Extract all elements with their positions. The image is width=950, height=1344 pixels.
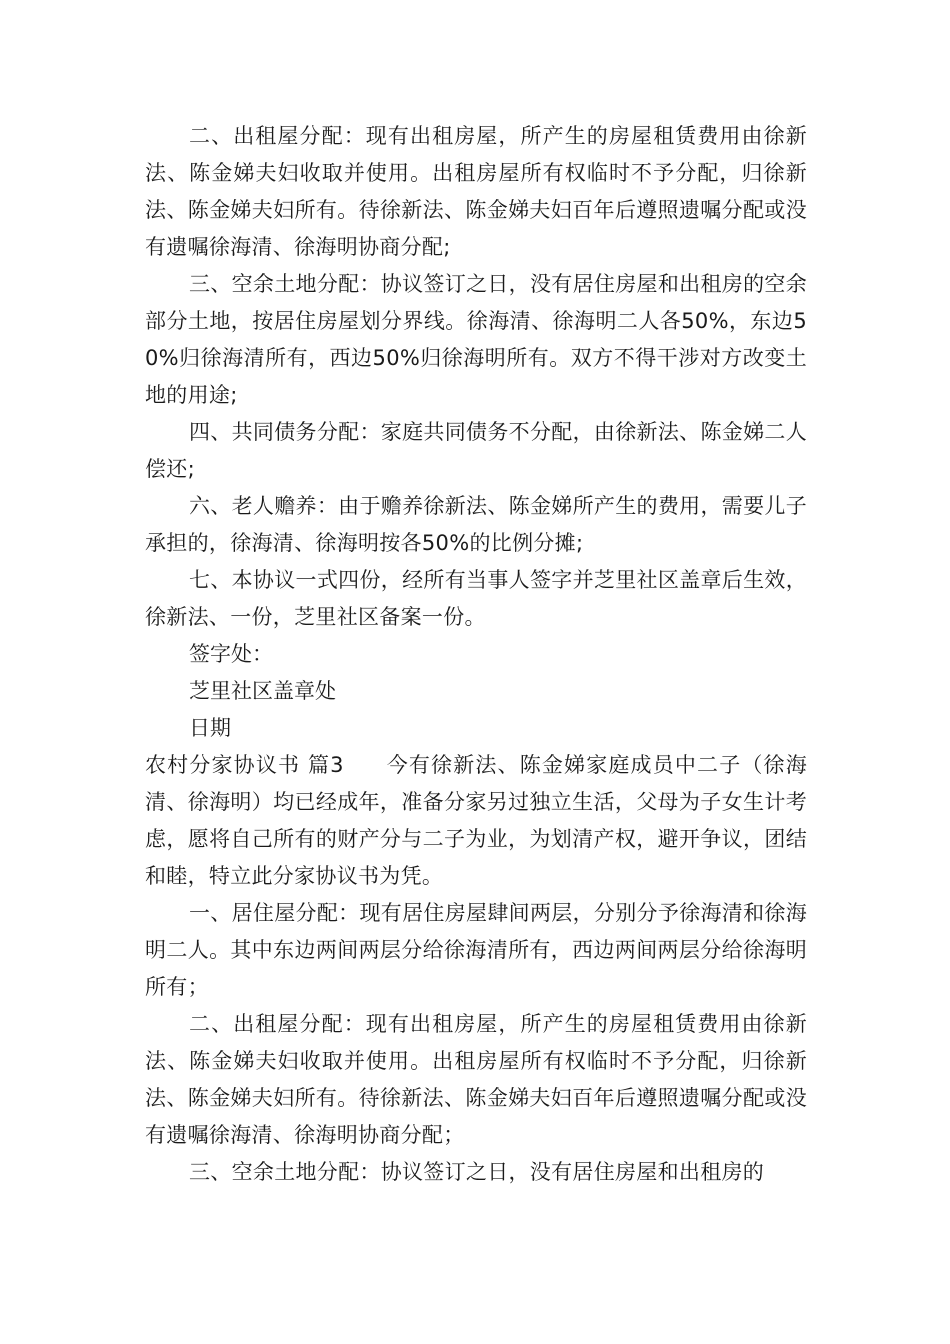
clause-common-debt: 四、共同债务分配：家庭共同债务不分配，由徐新法、陈金娣二人偿还; bbox=[145, 420, 807, 481]
clause-rental-house: 二、出租屋分配：现有出租房屋，所产生的房屋租赁费用由徐新法、陈金娣夫妇收取并使用。出租房屋所有权临时不予分配，归徐新法、陈金娣夫妇所有。待徐新法、陈金娣夫妇百年后遵照遗嘱分配或没有遗嘱徐海清、徐海明协商分配; bbox=[145, 124, 807, 259]
document-page bbox=[145, 118, 807, 1191]
section3-intro: 今有徐新法、陈金娣家庭成员中二子（徐海清、徐海明）均已经成年，准备分家另过独立生活，父母为子女生计考虑，愿将自己所有的财产分与二子为业，为划清产权，避开争议，团结和睦，特立此分家协议书为凭。 bbox=[145, 753, 807, 888]
signature-label: 签字处： bbox=[189, 642, 273, 666]
stamp-label: 芝里社区盖章处 bbox=[189, 679, 336, 703]
clause-elder-support: 六、老人赡养：由于赡养徐新法、陈金娣所产生的费用，需要儿子承担的，徐海清、徐海明按各50%的比例分摊; bbox=[145, 494, 807, 555]
clause-copies: 七、本协议一式四份，经所有当事人签字并芝里社区盖章后生效，徐新法、一份，芝里社区备案一份。 bbox=[145, 568, 807, 629]
clause-residence-house: 一、居住屋分配：现有居住房屋肆间两层，分别分予徐海清和徐海明二人。其中东边两间两层分给徐海清所有，西边两间两层分给徐海明所有； bbox=[145, 901, 807, 999]
clause-vacant-land-2: 三、空余土地分配：协议签订之日，没有居住房屋和出租房的 bbox=[189, 1160, 765, 1184]
clause-vacant-land: 三、空余土地分配：协议签订之日，没有居住房屋和出租房的空余部分土地，按居住房屋划分界线。徐海清、徐海明二人各50%，东边50%归徐海清所有，西边50%归徐海明所有。双方不得干涉对方改变土地的用途; bbox=[145, 272, 807, 407]
section3-paragraph bbox=[145, 747, 807, 895]
clause-rental-house-2: 二、出租屋分配：现有出租房屋，所产生的房屋租赁费用由徐新法、陈金娣夫妇收取并使用。出租房屋所有权临时不予分配，归徐新法、陈金娣夫妇所有。待徐新法、陈金娣夫妇百年后遵照遗嘱分配或没有遗嘱徐海清、徐海明协商分配； bbox=[145, 1012, 807, 1147]
date-label: 日期 bbox=[189, 716, 231, 740]
section3-heading: 农村分家协议书 篇3 bbox=[145, 753, 344, 777]
